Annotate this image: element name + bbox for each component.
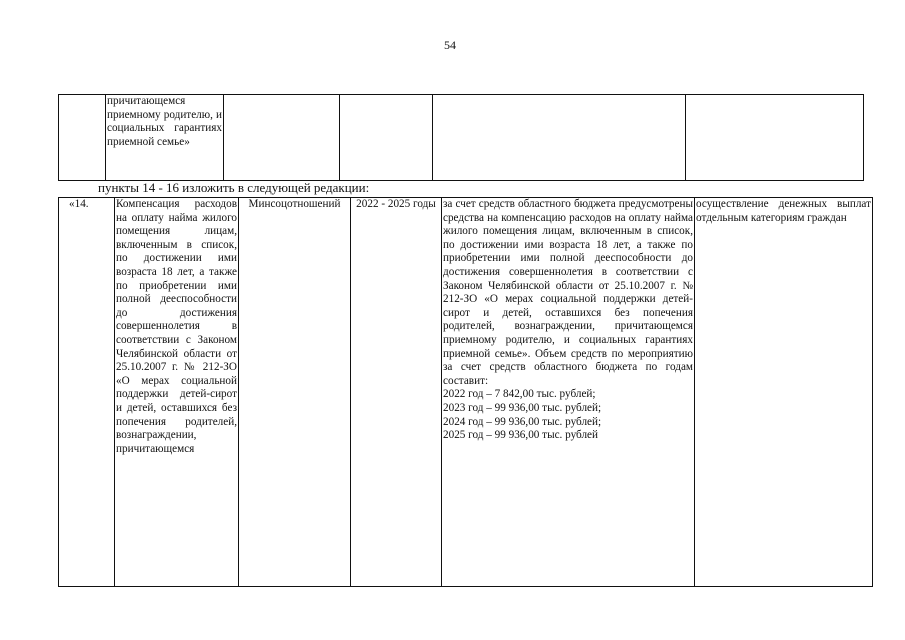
financing-year-2023: 2023 год – 99 936,00 тыс. рублей; <box>443 401 602 414</box>
financing-year-2022: 2022 год – 7 842,00 тыс. рублей; <box>443 388 596 401</box>
cell-period <box>340 95 433 181</box>
financing-text: за счет средств областного бюджета предусмотрены средства на компенсацию расходов на оплату найма жилого помещения лицам, включенным в список, по достижении ими возраста 18 лет, а также по приобретении ими полной дееспособности до достижения совершеннолетия в соответствии с Законом Челябинской области от 25.10.2007 г. № 212-ЗО «О мерах социальной поддержки детей-сирот и детей, оставшихся без попечения родителей, вознаграждении, причитающемся приемному родителю, и социальных гарантиях приемной семье». Объем средств по мероприятию за счет средств областного бюджета по годам составит: <box>443 198 693 387</box>
previous-table-fragment <box>58 94 864 181</box>
table-row <box>59 95 864 181</box>
cell-result <box>686 95 864 181</box>
cell-executor: Минсоцотношений <box>239 198 351 587</box>
cell-num <box>59 95 106 181</box>
cell-financing <box>433 95 686 181</box>
cell-period: 2022 - 2025 годы <box>351 198 442 587</box>
cell-executor <box>224 95 340 181</box>
cell-financing <box>442 198 695 587</box>
financing-year-2025: 2025 год – 99 936,00 тыс. рублей <box>443 429 598 442</box>
cell-num: «14. <box>59 198 115 587</box>
page-number: 54 <box>444 38 456 52</box>
financing-year-2024: 2024 год – 99 936,00 тыс. рублей; <box>443 415 602 428</box>
cell-measure: причитающемся приемному родителю, и социальных гарантиях приемной семье» <box>106 95 224 181</box>
table-row <box>59 198 873 587</box>
intro-text: пункты 14 - 16 изложить в следующей редакции: <box>98 180 370 195</box>
cell-measure: Компенсация расходов на оплату найма жилого помещения лицам, включенным в список, по достижении ими возраста 18 лет, а также по приобретении ими полной дееспособности до достижения совершеннолетия в соответствии с Законом Челябинской области от 25.10.2007 г. № 212-ЗО «О мерах социальной поддержки детей-сирот и детей, оставшихся без попечения родителей, вознаграждении, причитающемся <box>115 198 239 587</box>
measures-table <box>58 197 873 587</box>
cell-result: осуществление денежных выплат отдельным категориям граждан <box>695 198 873 587</box>
